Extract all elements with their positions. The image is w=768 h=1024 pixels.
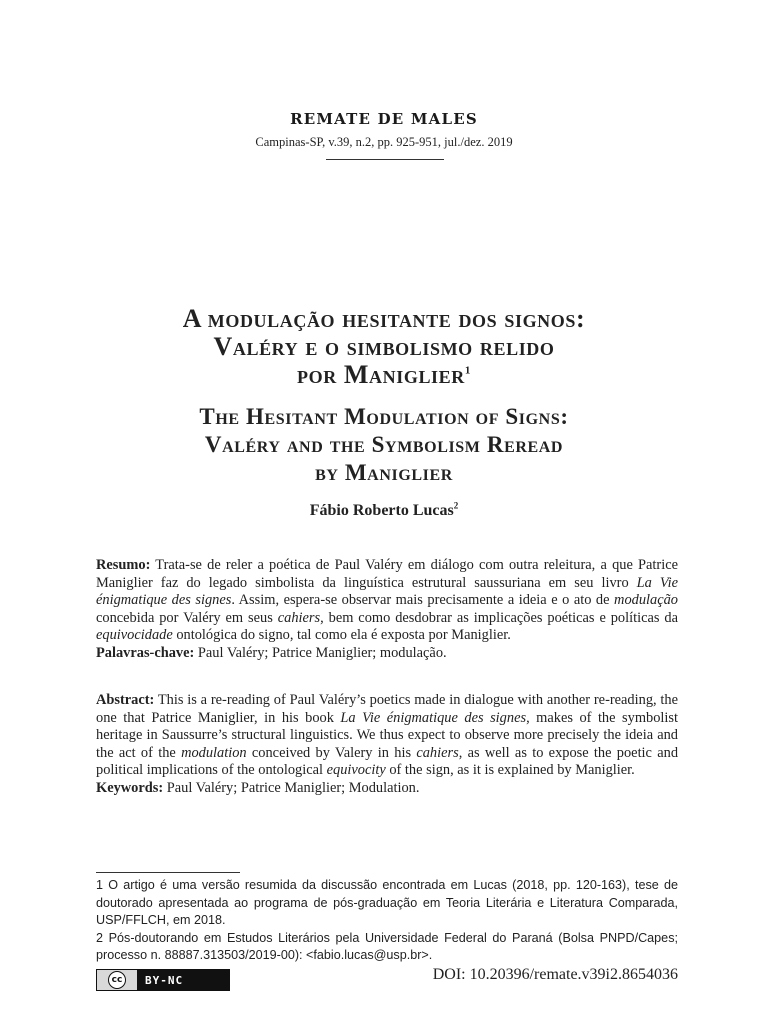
abstract-book-title: La Vie énigmatique des signes — [340, 709, 527, 726]
keywords — [96, 780, 678, 798]
resumo-term-equivocidade: equivocidade — [96, 627, 173, 644]
abstract-label: Abstract: — [96, 692, 155, 708]
resumo-text-2: . Assim, espera-se observar mais precisamente a ideia e o ato de — [231, 592, 615, 609]
abstract-term-equivocity: equivocity — [326, 762, 386, 779]
resumo-text-5: ontológica do signo, tal como ela é exposta por Maniglier. — [172, 627, 511, 644]
title-en-line-2: Valéry and the Symbolism Reread — [204, 432, 564, 457]
resumo-term-cahiers: cahiers — [277, 609, 321, 626]
author — [0, 502, 768, 520]
title-english — [90, 403, 678, 487]
header-divider — [326, 159, 444, 160]
title-portuguese — [90, 305, 678, 389]
journal-name: REMATE DE MALES — [290, 110, 478, 128]
abstract-term-cahiers: cahiers — [416, 744, 459, 761]
resumo-text-1: Trata-se de reler a poética de Paul Valéry em diálogo com outra releitura, a que Patrice Maniglier faz do legado simbolista da linguística estrutural saussuriana em seu livro — [96, 557, 678, 591]
license-type: BY-NC — [145, 973, 184, 987]
title-pt-line-3-text: por Maniglier — [297, 360, 465, 389]
author-name: Fábio Roberto Lucas — [309, 502, 454, 519]
cc-icon: cc — [108, 971, 126, 989]
title-pt-line-1: A modulação hesitante dos signos: — [182, 304, 586, 333]
resumo-term-modulacao: modulação — [614, 592, 678, 609]
author-footnote-mark[interactable]: 2 — [453, 500, 459, 511]
title-pt-line-3 — [90, 361, 678, 389]
resumo-block — [96, 557, 678, 663]
palavras-chave-text: Paul Valéry; Patrice Maniglier; modulação. — [194, 644, 447, 661]
resumo-label: Resumo: — [96, 557, 151, 573]
title-en-line-1: The Hesitant Modulation of Signs: — [199, 404, 569, 429]
abstract-text-3: conceived by Valery in his — [246, 744, 417, 761]
cc-logo-panel — [97, 970, 137, 990]
footnote-1: 1 O artigo é uma versão resumida da discussão encontrada em Lucas (2018, pp. 120-163), tese de doutorado apresentada ao programa de pós-graduação em Teoria Literária e Literatura Comparada, USP/FFLCH, em 2018. — [96, 878, 678, 927]
footnote-divider — [96, 872, 240, 873]
abstract-text-5: of the sign, as it is explained by Maniglier. — [385, 762, 635, 779]
title-footnote-mark[interactable]: 1 — [464, 364, 471, 377]
abstract-term-modulation: modulation — [181, 744, 247, 761]
abstract-text-4: , as well as to expose the poetic and political implications of the ontological — [96, 744, 679, 779]
title-pt-line-2: Valéry e o simbolismo relido — [213, 332, 555, 361]
resumo-book-title: La Vie énigmatique des signes — [96, 574, 679, 609]
resumo-text-3: concebida por Valéry em seus — [96, 609, 278, 626]
footnotes — [96, 877, 678, 965]
footnote-2[interactable]: 2 Pós-doutorando em Estudos Literários pela Universidade Federal do Paraná (Bolsa PNPD/Capes; processo n. 88887.313503/2019-00): <fabio.lucas@usp.br>. — [96, 930, 678, 962]
abstract-block — [96, 692, 678, 798]
title-en-line-3: by Maniglier — [315, 460, 453, 485]
palavras-chave-label: Palavras-chave: — [96, 644, 195, 661]
resumo-text-4: , bem como desdobrar as implicações poéticas e políticas da — [320, 609, 678, 626]
doi[interactable]: DOI: 10.20396/remate.v39i2.8654036 — [432, 966, 678, 983]
palavras-chave — [96, 645, 678, 663]
abstract-text-2: , makes of the symbolist heritage in Saussurre’s structural linguistics. We thus expect to observe more precisely the ideia and the act of the — [96, 709, 679, 761]
keywords-text: Paul Valéry; Patrice Maniglier; Modulation. — [163, 779, 420, 796]
issue-info: Campinas-SP, v.39, n.2, pp. 925-951, jul./dez. 2019 — [255, 135, 513, 149]
abstract-text-1: This is a re-reading of Paul Valéry’s poetics made in dialogue with another re-reading, the one that Patrice Maniglier, in his book — [96, 692, 678, 726]
cc-license-badge[interactable] — [96, 969, 230, 991]
keywords-label: Keywords: — [96, 779, 164, 796]
